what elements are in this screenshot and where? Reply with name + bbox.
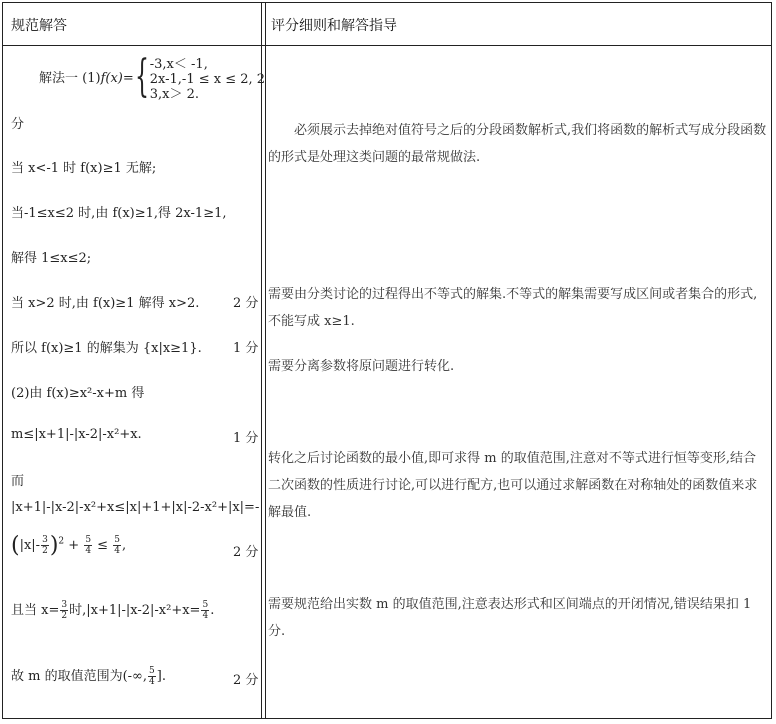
- fraction-3-2: [41, 535, 49, 556]
- leq: ≤: [93, 538, 113, 553]
- plus: +: [64, 538, 84, 553]
- guidance-5: 需要规范给出实数 m 的取值范围,注意表达形式和区间端点的开闭情况,错误结果扣 1 分.: [268, 597, 752, 639]
- fraction-3-2-b: [60, 600, 68, 621]
- range-label: 故 m 的取值范围为: [11, 669, 123, 684]
- solution-line-7: 所以 f(x)≥1 的解集为 {x|x≥1}.: [11, 341, 202, 356]
- part1-label: 解法一 (1): [39, 71, 101, 86]
- header-solution: 规范解答: [11, 18, 67, 34]
- points-line-6: 2 分: [233, 296, 259, 311]
- fraction-5-4-c: [201, 600, 209, 621]
- solution-line-4: 当-1≤x≤2 时,由 f(x)≥1,得 2x-1≥1,: [11, 206, 227, 221]
- and-when: 且当 x=: [11, 603, 60, 618]
- den: 2: [61, 611, 68, 621]
- den: 4: [149, 677, 155, 687]
- solution-line-12: [11, 533, 126, 558]
- solution-line-3: 当 x<-1 时 f(x)≥1 无解;: [11, 161, 157, 176]
- case-2: 2x-1,-1 ≤ x ≤ 2, 2: [149, 72, 266, 87]
- points-line-7: 1 分: [233, 341, 259, 356]
- points-line-9: 1 分: [233, 431, 259, 446]
- column-divider: [261, 3, 262, 718]
- fraction-5-4-b: [113, 535, 121, 556]
- solution-line-2: 分: [11, 117, 25, 132]
- den: 4: [202, 611, 209, 621]
- grading-table: [2, 2, 772, 719]
- solution-line-6: 当 x>2 时,由 f(x)≥1 解得 x>2.: [11, 296, 200, 311]
- solution-line-9: m≤|x+1|-|x-2|-x²+x.: [11, 427, 142, 442]
- equals-sign: =: [122, 71, 134, 86]
- guidance-3: 需要分离参数将原问题进行转化.: [268, 359, 455, 374]
- paren-close: ): [49, 533, 59, 558]
- num: 5: [114, 535, 120, 545]
- points-line-12: 2 分: [233, 545, 259, 560]
- solution-line-14: [11, 665, 166, 687]
- case-1: -3,x＜ -1,: [149, 57, 208, 72]
- solution-line-5: 解得 1≤x≤2;: [11, 251, 92, 266]
- cases-brace: {: [134, 51, 149, 102]
- num: 5: [149, 666, 155, 676]
- points-line-14: 2 分: [233, 673, 259, 688]
- fraction-5-4-a: [84, 535, 92, 556]
- solution-line-11: |x+1|-|x-2|-x²+x≤|x|+1+|x|-2-x²+|x|=-: [11, 500, 260, 515]
- fraction-5-4-d: [148, 666, 156, 687]
- abs-x: |x|-: [19, 538, 41, 553]
- interval-start: (-∞,: [122, 669, 148, 684]
- header-guidance: 评分细则和解答指导: [271, 18, 397, 34]
- num: 3: [61, 600, 68, 610]
- den: 4: [85, 546, 92, 556]
- header-divider: [3, 45, 771, 46]
- paren-open: (: [11, 533, 20, 558]
- period: .: [210, 603, 215, 618]
- guidance-1: 必须展示去掉绝对值符号之后的分段函数解析式,我们将函数的解析式写成分段函数的形式是处理这类问题的最常规做法.: [268, 123, 767, 165]
- den: 2: [42, 546, 48, 556]
- guidance-4: 转化之后讨论函数的最小值,即可求得 m 的取值范围,注意对不等式进行恒等变形,结合二次函数的性质进行讨论,可以进行配方,也可以通过求解函数在对称轴处的函数值来求解最值.: [268, 451, 758, 520]
- solution-line-1: [39, 51, 266, 102]
- guidance-2: 需要由分类讨论的过程得出不等式的解集.不等式的解集需要写成区间或者集合的形式,不能写成 x≥1.: [268, 287, 758, 329]
- expr: 时,|x+1|-|x-2|-x²+x=: [69, 603, 201, 618]
- exponent: 2: [58, 536, 65, 547]
- solution-line-13: [11, 599, 214, 621]
- interval-end: ].: [156, 669, 166, 684]
- num: 5: [85, 535, 92, 545]
- solution-line-8: (2)由 f(x)≥x²-x+m 得: [11, 386, 145, 401]
- column-divider-inner: [265, 3, 266, 718]
- den: 4: [114, 546, 120, 556]
- fx-symbol: f(x): [100, 71, 123, 86]
- case-3: 3,x＞ 2.: [149, 87, 200, 102]
- solution-line-10: 而: [11, 474, 25, 489]
- num: 5: [202, 600, 209, 610]
- comma: ,: [121, 538, 127, 553]
- piecewise-cases: [150, 57, 265, 102]
- num: 3: [42, 535, 48, 545]
